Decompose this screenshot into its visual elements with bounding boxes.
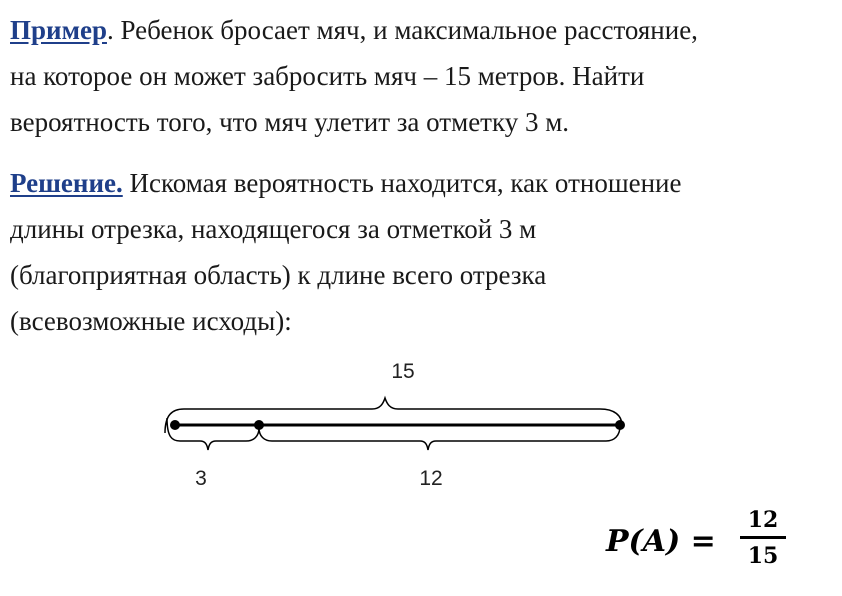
solution-line-4: (всевозможные исходы): [10,306,292,336]
fraction-bar [740,536,786,539]
example-text-1: . Ребенок бросает мяч, и максимальное расстояние, [106,15,698,45]
example-keyword: Пример [10,15,107,45]
formula-lhs: P(A) = [606,524,716,559]
solution-line-1 [10,160,836,206]
segment-diagram [0,340,842,500]
total-length-label: 15 [391,360,415,383]
example-line-2: на которое он может забросить мяч – 15 метров. Найти [10,61,645,91]
right-brace [259,426,620,450]
solution-line-3: (благоприятная область) к длине всего отрезка [10,260,547,290]
start-point [170,420,180,430]
solution-text-1: Искомая вероятность находится, как отношение [122,168,682,198]
end-point [615,420,625,430]
mark-point [254,420,264,430]
example-line-1 [10,7,836,53]
solution-keyword: Решение. [10,168,123,198]
total-brace [165,398,622,433]
left-brace [167,418,259,450]
solution-line-2: длины отрезка, находящегося за отметкой 3 м [10,214,537,244]
solution-paragraph [10,160,836,344]
left-length-label: 3 [195,467,207,490]
example-line-3: вероятность того, что мяч улетит за отметку 3 м. [10,107,570,137]
formula-numerator: 12 [747,507,779,533]
example-paragraph [10,7,836,145]
right-length-label: 12 [419,467,443,490]
formula-denominator: 15 [747,543,779,569]
formula-fraction [740,506,786,570]
